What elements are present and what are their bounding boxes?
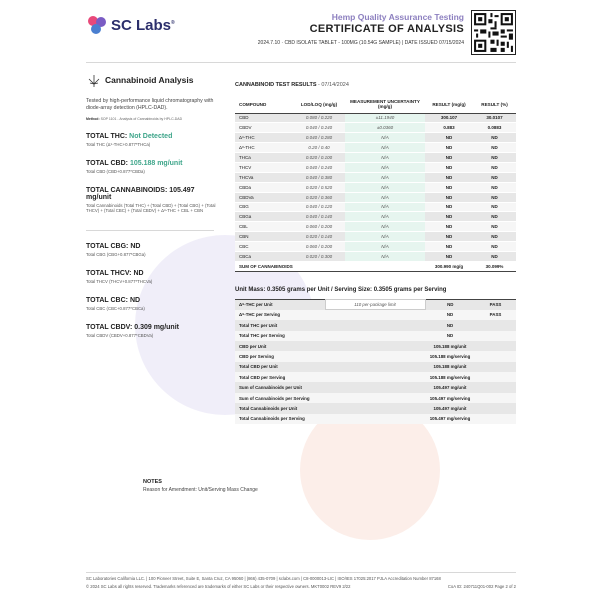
table-cell: CBCa (235, 251, 293, 261)
table-cell: PASS (475, 310, 516, 320)
section-title: Cannabinoid Analysis (86, 72, 216, 88)
table-row (235, 123, 516, 133)
table-cell: 0.020 / 0.140 (293, 232, 345, 242)
table-cell: THCa (235, 153, 293, 163)
table-cell: 0.040 / 0.380 (293, 172, 345, 182)
table-cell: ND (473, 202, 516, 212)
cannabinoid-summary (86, 72, 216, 338)
table-cell: N/A (345, 172, 425, 182)
divider (86, 230, 214, 231)
table-cell: N/A (345, 202, 425, 212)
table-header-row (235, 96, 516, 113)
table-row (235, 403, 516, 413)
table-cell (325, 414, 425, 424)
table-cell: ND (425, 202, 473, 212)
table-cell: ND (473, 153, 516, 163)
table-cell (475, 414, 516, 424)
table-cell: ND (425, 172, 473, 182)
table-cell: N/A (345, 222, 425, 232)
table-row (235, 251, 516, 261)
totals-secondary (86, 243, 216, 338)
table-cell (325, 403, 425, 413)
table-cell: Sum of Cannabinoids per Serving (235, 393, 325, 403)
sc-labs-logo (86, 14, 175, 36)
table-cell: CBN (235, 232, 293, 242)
table-cell: ND (425, 222, 473, 232)
table-cell (475, 341, 516, 351)
table-cell: ND (473, 251, 516, 261)
table-cell: PASS (475, 299, 516, 309)
table-cell: CBDVa (235, 192, 293, 202)
footer-copyright: © 2024 SC Labs all rights reserved. Trademarks referenced are trademarks of either SC Labs or their respective owners. MKT0002 REV9 2/22 (86, 584, 351, 589)
table-cell (325, 382, 425, 392)
sum-row (235, 261, 516, 271)
table-cell (325, 393, 425, 403)
table-row (235, 331, 516, 341)
table-cell: Sum of Cannabinoids per Unit (235, 382, 325, 392)
total-cbg: TOTAL CBG: ND Total CBG (CBG+0.877*CBGa) (86, 243, 146, 258)
table-cell: 105.497 mg/unit (425, 403, 475, 413)
table-cell: ND (425, 182, 473, 192)
table-cell: 105.188 mg/serving (425, 372, 475, 382)
sc-labs-logo-icon (86, 14, 108, 36)
cannabis-leaf-icon (86, 72, 102, 88)
total-cbd: TOTAL CBD: 105.188 mg/unit Total CBD (CBD+0.877*CBDa) (86, 159, 183, 174)
table-cell: ND (425, 133, 473, 143)
table-cell: Δ⁹-THC per Serving (235, 310, 325, 320)
table-cell: ND (473, 212, 516, 222)
table-cell: 0.060 / 0.200 (293, 222, 345, 232)
column-header: RESULT (%) (473, 96, 516, 113)
table-cell: N/A (345, 162, 425, 172)
table-row (235, 172, 516, 182)
cannabinoid-results-table (235, 96, 516, 272)
table-cell: 0.883 (425, 123, 473, 133)
table-row (235, 162, 516, 172)
table-cell: CBD (235, 113, 293, 123)
table-cell: Δ⁹-THC per Unit (235, 299, 325, 309)
table-cell: 105.188 mg/serving (425, 351, 475, 361)
total-thc: TOTAL THC: Not Detected Total THC (Δ⁹-THC+0.877*THCa) (86, 133, 173, 148)
table-cell: ND (425, 242, 473, 252)
table-row (235, 362, 516, 372)
table-cell: 0.060 / 0.200 (293, 242, 345, 252)
table-cell: CBG (235, 202, 293, 212)
header-divider (86, 62, 516, 63)
table-cell: ND (473, 162, 516, 172)
method-description: Tested by high-performance liquid chromatography with diode-array detection (HPLC-DAD). (86, 98, 214, 112)
table-cell: Δ⁹-THC (235, 133, 293, 143)
table-cell: ND (425, 232, 473, 242)
table-row (235, 393, 516, 403)
sum-mgg: 300.990 mg/g (425, 261, 473, 271)
column-header: COMPOUND (235, 96, 293, 113)
table-row (235, 341, 516, 351)
table-cell: Δ⁸-THC (235, 143, 293, 153)
table-cell: 30.0107 (473, 113, 516, 123)
table-cell: CBD per Unit (235, 341, 325, 351)
table-cell: ND (425, 251, 473, 261)
table-row (235, 372, 516, 382)
table-cell: THCVa (235, 172, 293, 182)
table-row (235, 143, 516, 153)
table-cell: CBGa (235, 212, 293, 222)
table-cell: 0.020 / 0.360 (293, 192, 345, 202)
footer-address: SC Laboratories California LLC. | 100 Pioneer Street, Suite E, Santa Cruz, CA 95060 | (866) 435-0709 | sclabs.com | C8-0000013-LIC | ISO/IES 17025:2017 PJLA Accreditation Number 87168 (86, 576, 441, 581)
table-cell: N/A (345, 232, 425, 242)
table-cell: Total THC per Serving (235, 331, 325, 341)
column-header: RESULT (mg/g) (425, 96, 473, 113)
table-cell: Total Cannabinoids per Unit (235, 403, 325, 413)
sample-meta: 2024.7.10 · CBD ISOLATE TABLET - 100MG (10.54G SAMPLE) | DATE ISSUED 07/15/2024 (257, 40, 464, 46)
table-cell: ND (473, 172, 516, 182)
table-cell (325, 362, 425, 372)
table-cell: N/A (345, 182, 425, 192)
table-cell: ND (473, 222, 516, 232)
table-cell: ND (473, 133, 516, 143)
table-cell: ±11.1940 (345, 113, 425, 123)
table-cell: 110 per-package limit (325, 299, 425, 309)
table-cell: ND (425, 299, 475, 309)
table-cell: ±0.0360 (345, 123, 425, 133)
table-cell: 105.497 mg/unit (425, 382, 475, 392)
table-row (235, 202, 516, 212)
table-cell: 105.188 mg/unit (425, 362, 475, 372)
results-title: CANNABINOID TEST RESULTS - 07/14/2024 (235, 82, 349, 88)
table-cell: 105.497 mg/serving (425, 393, 475, 403)
notes-text: Reason for Amendment: Unit/Serving Mass Change (143, 487, 258, 493)
table-row (235, 113, 516, 123)
table-cell (475, 351, 516, 361)
brand-name: SC Labs® (111, 16, 175, 34)
table-cell: 105.497 mg/serving (425, 414, 475, 424)
table-cell: 0.040 / 0.240 (293, 123, 345, 133)
table-cell: 0.020 / 0.100 (293, 153, 345, 163)
footer-divider (86, 572, 516, 573)
footer-legal (86, 584, 516, 589)
table-cell: 105.188 mg/unit (425, 341, 475, 351)
table-cell: N/A (345, 133, 425, 143)
table-cell: 0.020 / 0.520 (293, 182, 345, 192)
table-cell (475, 362, 516, 372)
table-cell: ND (473, 182, 516, 192)
table-cell: ND (473, 192, 516, 202)
table-row (235, 382, 516, 392)
sum-label: SUM OF CANNABINOIDS (235, 261, 425, 271)
table-cell: N/A (345, 251, 425, 261)
table-row (235, 153, 516, 163)
table-cell: ND (425, 153, 473, 163)
footer-page-id: CoA ID: 240711Q01-002 Page 2 of 2 (447, 584, 516, 589)
unit-mass-title: Unit Mass: 0.3505 grams per Unit / Serving Size: 0.3505 grams per Serving (235, 286, 447, 293)
table-row (235, 310, 516, 320)
table-row (235, 242, 516, 252)
table-cell: ND (473, 232, 516, 242)
table-cell (325, 310, 425, 320)
table-cell: 0.080 / 0.220 (293, 113, 345, 123)
table-cell (475, 331, 516, 341)
table-cell: Total CBD per Serving (235, 372, 325, 382)
table-cell: 0.020 / 0.300 (293, 251, 345, 261)
table-cell: ND (425, 320, 475, 330)
table-cell: Total Cannabinoids per Serving (235, 414, 325, 424)
totals-primary (86, 133, 216, 214)
table-row (235, 351, 516, 361)
table-cell (475, 403, 516, 413)
table-cell: 0.040 / 0.280 (293, 133, 345, 143)
table-row (235, 133, 516, 143)
table-cell: ND (425, 310, 475, 320)
table-cell (475, 372, 516, 382)
table-cell: CBDV (235, 123, 293, 133)
document-title: CERTIFICATE OF ANALYSIS (309, 23, 464, 35)
table-cell: CBDa (235, 182, 293, 192)
total-cbdv: TOTAL CBDV: 0.309 mg/unit Total CBDV (CBDV+0.877*CBDVa) (86, 323, 179, 338)
table-cell: 300.107 (425, 113, 473, 123)
table-row (235, 222, 516, 232)
notes (143, 479, 258, 493)
table-cell: ND (473, 242, 516, 252)
table-cell: CBL (235, 222, 293, 232)
table-cell (325, 341, 425, 351)
table-cell: 0.20 / 0.40 (293, 143, 345, 153)
column-header: LOD/LOQ (mg/g) (293, 96, 345, 113)
method-reference: Method: SOP 1101 - Analysis of Cannabinoids by HPLC-DAD (86, 117, 183, 122)
total-thcv: TOTAL THCV: ND Total THCV (THCV+0.877*THCVa) (86, 270, 153, 285)
sum-pct: 30.099% (473, 261, 516, 271)
table-cell: N/A (345, 212, 425, 222)
total-cbc: TOTAL CBC: ND Total CBC (CBC+0.877*CBCa) (86, 296, 145, 311)
table-cell: ND (425, 162, 473, 172)
total-cannabinoids: TOTAL CANNABINOIDS: 105.497 mg/unit Total Cannabinoids (Total THC) + (Total CBD) + (Total CBG) + (Total THCV) + (Total CBC) + (Total CBDV) + Δ⁸-THC + CBL + CBN (86, 186, 216, 214)
table-cell: THCV (235, 162, 293, 172)
table-cell (325, 372, 425, 382)
table-cell: ND (425, 192, 473, 202)
table-cell: N/A (345, 153, 425, 163)
table-cell: ND (425, 331, 475, 341)
qr-code-icon[interactable] (471, 10, 516, 55)
table-cell (475, 320, 516, 330)
table-row (235, 320, 516, 330)
table-row (235, 182, 516, 192)
header-subtitle: Hemp Quality Assurance Testing (331, 12, 464, 22)
table-row (235, 414, 516, 424)
table-cell: 0.040 / 0.140 (293, 212, 345, 222)
table-row (235, 212, 516, 222)
table-cell (325, 320, 425, 330)
table-row (235, 192, 516, 202)
table-cell: N/A (345, 192, 425, 202)
table-cell (475, 393, 516, 403)
table-cell: ND (425, 212, 473, 222)
table-row (235, 299, 516, 309)
table-cell (325, 331, 425, 341)
table-cell: CBC (235, 242, 293, 252)
table-cell (475, 382, 516, 392)
table-cell (325, 351, 425, 361)
table-cell: 0.040 / 0.240 (293, 162, 345, 172)
test-results (235, 82, 516, 424)
notes-heading: NOTES (143, 479, 162, 485)
table-cell: 0.0883 (473, 123, 516, 133)
table-cell: Total THC per Unit (235, 320, 325, 330)
table-cell: Total CBD per Unit (235, 362, 325, 372)
table-row (235, 232, 516, 242)
table-cell: ND (425, 143, 473, 153)
header (86, 10, 516, 58)
table-cell: CBD per Serving (235, 351, 325, 361)
table-cell: N/A (345, 242, 425, 252)
table-cell: ND (473, 143, 516, 153)
unit-serving-table (235, 299, 516, 424)
table-cell: N/A (345, 143, 425, 153)
table-cell: 0.040 / 0.120 (293, 202, 345, 212)
column-header: MEASUREMENT UNCERTAINTY (mg/g) (345, 96, 425, 113)
